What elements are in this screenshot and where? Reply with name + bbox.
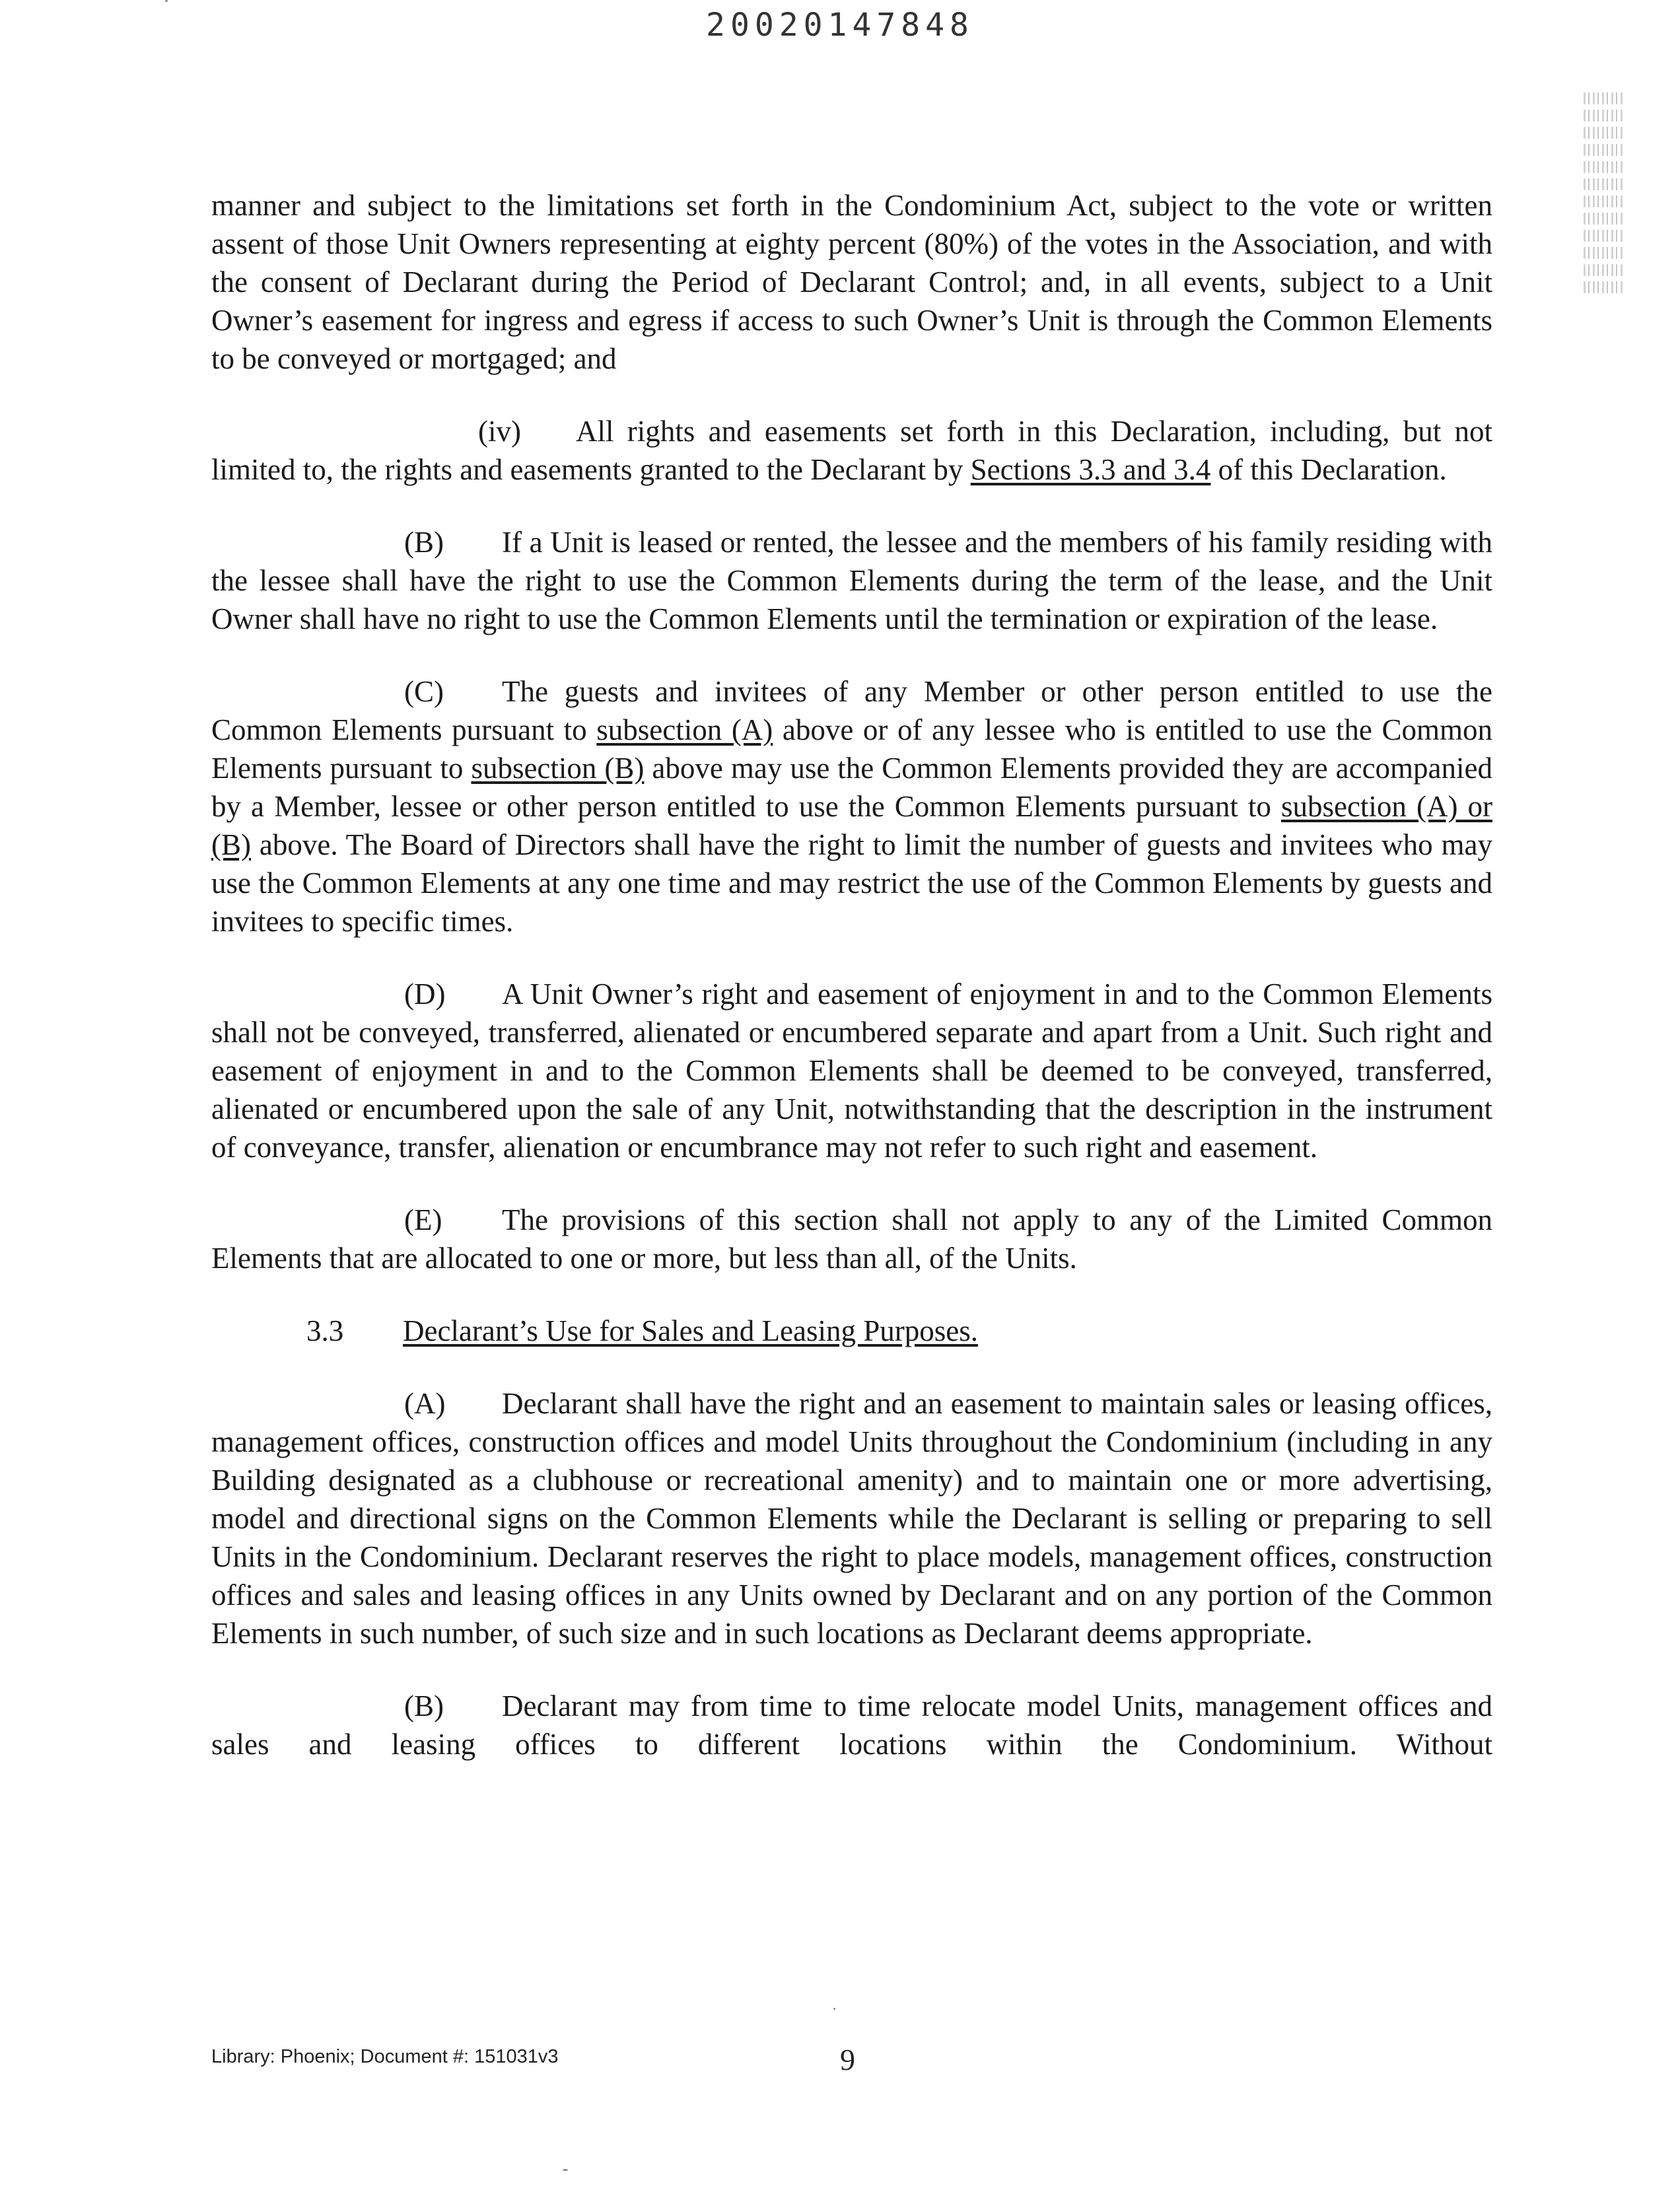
section-title: Declarant’s Use for Sales and Leasing Purposes.: [403, 1314, 979, 1347]
subsection-a-reference: subsection (A): [596, 713, 773, 746]
subsection-b-reference: subsection (B): [471, 752, 645, 785]
paragraph-label: (iv): [478, 415, 521, 448]
paragraph-3-3-a: (A) Declarant shall have the right and an easement to maintain sales or leasing offices, management offices, construction offices and model Units throughout the Condominium (including in any Building designated as a clubhouse or recreational amenity) and to maintain one or more advertising, model and directional signs on the Common Elements while the Declarant is selling or preparing to sell Units in the Condominium. Declarant reserves the right to place models, management offices, construction offices and sales and leasing offices in any Units owned by Declarant and on any portion of the Common Elements in such number, of such size and in such locations as Declarant deems appropriate.: [211, 1384, 1492, 1652]
scan-speck: [833, 2008, 835, 2010]
document-number: 20020147848: [706, 7, 974, 44]
recording-stamp-mark: [1584, 92, 1625, 304]
paragraph-iv: (iv) All rights and easements set forth in this Declaration, including, but not limited to, the rights and easements granted to the Declarant by Sections 3.3 and 3.4 of this Declaration.: [211, 412, 1492, 489]
library-document-reference: Library: Phoenix; Document #: 151031v3: [211, 2046, 559, 2067]
subsection-a-or-b-reference: subsection (A) or (B): [211, 790, 1492, 861]
paragraph-label: (E): [404, 1203, 442, 1236]
paragraph-e: (E) The provisions of this section shall not apply to any of the Limited Common Elements that are allocated to one or more, but less than all, of the Units.: [211, 1201, 1492, 1277]
sections-reference-link: Sections 3.3 and 3.4: [970, 453, 1211, 486]
page-number: 9: [840, 2043, 855, 2076]
paragraph-label: (B): [404, 1689, 444, 1722]
paragraph-label: (D): [404, 977, 446, 1010]
section-number: 3.3: [306, 1314, 344, 1347]
paragraph-b: (B) If a Unit is leased or rented, the lessee and the members of his family residing with the lessee shall have the right to use the Common Elements during the term of the lease, and the Unit Owner shall have no right to use the Common Elements until the termination or expiration of the lease.: [211, 523, 1492, 638]
scan-speck: [165, 0, 168, 2]
paragraph-3-3-b: (B) Declarant may from time to time relocate model Units, management offices and sales and leasing offices to different locations within the Condominium. Without: [211, 1687, 1492, 1763]
paragraph-continuation: manner and subject to the limitations set forth in the Condominium Act, subject to the vote or written assent of those Unit Owners representing at eighty percent (80%) of the votes in the Association, and with the consent of Declarant during the Period of Declarant Control; and, in all events, subject to a Unit Owner’s easement for ingress and egress if access to such Owner’s Unit is through the Common Elements to be conveyed or mortgaged; and: [211, 189, 1492, 375]
document-body: [211, 186, 1492, 1798]
paragraph-label: (A): [404, 1387, 446, 1420]
scan-speck: [563, 2169, 568, 2171]
paragraph-label: (C): [404, 675, 444, 708]
section-heading-3-3: [211, 1312, 1492, 1350]
paragraph-c: (C) The guests and invitees of any Member or other person entitled to use the Common Elements pursuant to subsection (A) above or of any lessee who is entitled to use the Common Elements pursuant to subsection (B) above may use the Common Elements provided they are accompanied by a Member, lessee or other person entitled to use the Common Elements pursuant to subsection (A) or (B) above. The Board of Directors shall have the right to limit the number of guests and invitees who may use the Common Elements at any one time and may restrict the use of the Common Elements by guests and invitees to specific times.: [211, 672, 1492, 940]
paragraph-label: (B): [404, 526, 444, 559]
paragraph-d: (D) A Unit Owner’s right and easement of enjoyment in and to the Common Elements shall not be conveyed, transferred, alienated or encumbered separate and apart from a Unit. Such right and easement of enjoyment in and to the Common Elements shall be deemed to be conveyed, transferred, alienated or encumbered upon the sale of any Unit, notwithstanding that the description in the instrument of conveyance, transfer, alienation or encumbrance may not refer to such right and easement.: [211, 975, 1492, 1166]
